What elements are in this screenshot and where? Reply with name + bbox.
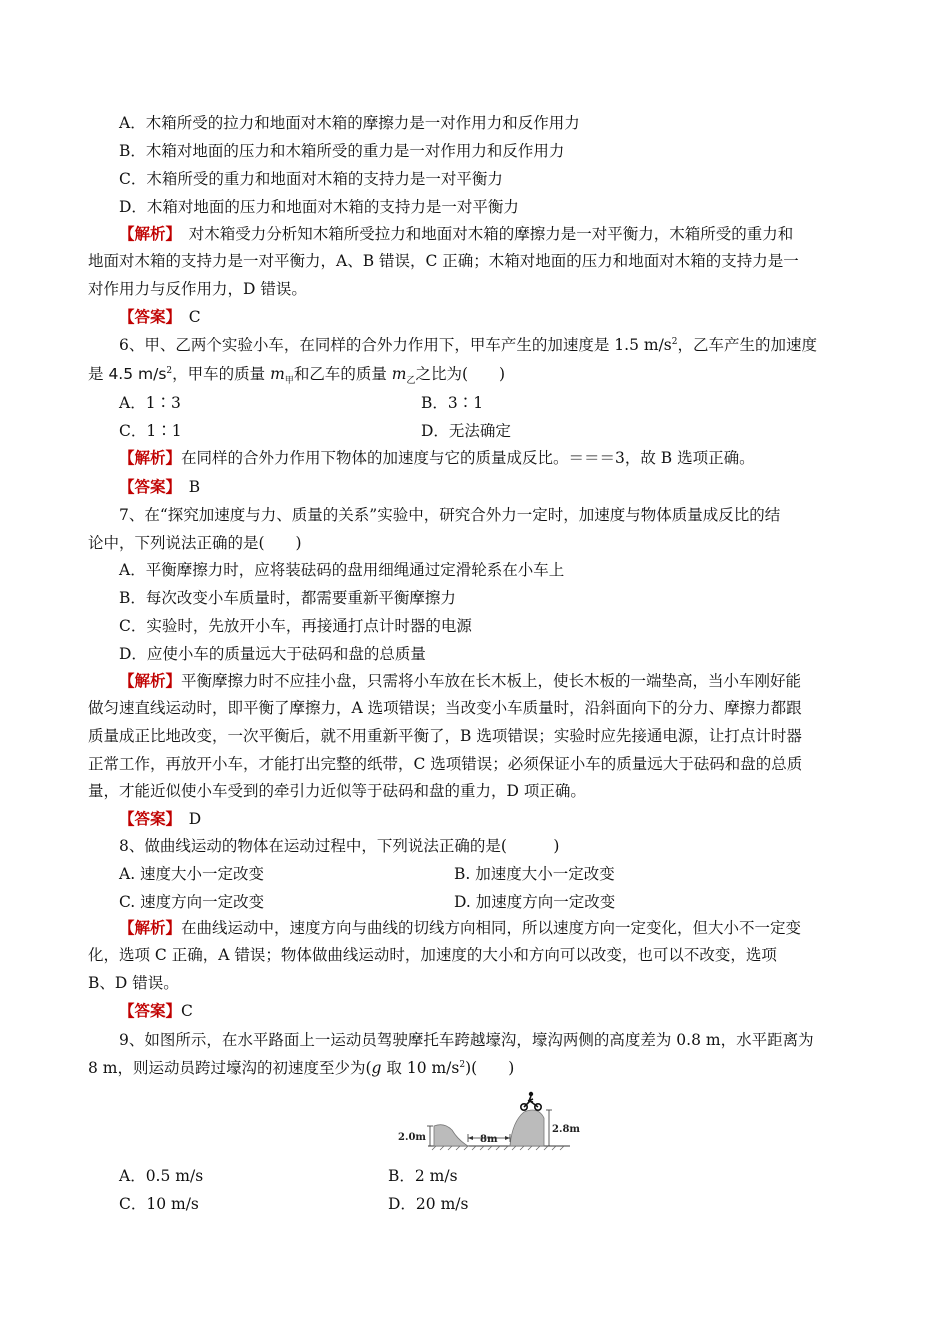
- prev-answer: 【答案】 C: [119, 307, 201, 326]
- q9-option-d: D．20 m/s: [388, 1195, 469, 1213]
- q7-option-d: D．应使小车的质量远大于砝码和盘的总质量: [119, 645, 426, 663]
- q7-analysis-line-1: 【解析】平衡摩擦力时不应挂小盘，只需将小车放在长木板上，使长木板的一端垫高，当小车刚好能: [119, 671, 802, 690]
- q9-option-a: A．0.5 m/s: [119, 1167, 204, 1185]
- distance-label: 8m: [480, 1134, 498, 1145]
- q7-analysis-line-2: 做匀速直线运动时，即平衡了摩擦力，A 选项错误；当改变小车质量时，沿斜面向下的分力、摩擦力都跟: [88, 699, 802, 717]
- left-height-label: 2.0m: [398, 1132, 426, 1143]
- prev-option-b: B．木箱对地面的压力和木箱所受的重力是一对作用力和反作用力: [119, 142, 565, 160]
- right-height-label: 2.8m: [552, 1124, 580, 1135]
- q8-analysis-line-2: 化，选项 C 正确，A 错误；物体做曲线运动时，加速度的大小和方向可以改变，也可以不改变，选项: [88, 946, 777, 964]
- q8-stem: 8、做曲线运动的物体在运动过程中，下列说法正确的是( ): [119, 837, 560, 855]
- q8-option-d: D. 加速度方向一定改变: [454, 893, 616, 911]
- q8-analysis-line-3: B、D 错误。: [88, 974, 179, 992]
- q6-option-c: C．1∶1: [119, 422, 182, 440]
- answer-label: 【答案】: [119, 307, 174, 326]
- q6-option-b: B．3∶1: [421, 394, 484, 412]
- q7-analysis-line-5: 量，才能近似使小车受到的牵引力近似等于砝码和盘的重力，D 项正确。: [88, 782, 586, 800]
- q9-option-b: B．2 m/s: [388, 1167, 458, 1185]
- q8-option-b: B. 加速度大小一定改变: [454, 865, 615, 883]
- q7-analysis-line-3: 质量成正比地改变，一次平衡后，就不用重新平衡了，B 选项错误；实验时应先接通电源，让打点计时器: [88, 727, 802, 745]
- analysis-label: 【解析】: [119, 224, 174, 243]
- q6-answer: 【答案】 B: [119, 477, 201, 496]
- motorcycle-icon: [521, 1092, 541, 1110]
- q7-option-c: C．实验时，先放开小车，再接通打点计时器的电源: [119, 617, 472, 635]
- q9-option-c: C．10 m/s: [119, 1195, 199, 1213]
- prev-option-a: A．木箱所受的拉力和地面对木箱的摩擦力是一对作用力和反作用力: [119, 114, 580, 132]
- q6-analysis: 【解析】在同样的合外力作用下物体的加速度与它的质量成反比。＝＝＝3，故 B 选项正确。: [119, 448, 755, 467]
- q7-stem-line-2: 论中，下列说法正确的是( ): [88, 534, 302, 552]
- q6-stem-line-1: 6、甲、乙两个实验小车，在同样的合外力作用下，甲车产生的加速度是 1.5 $m/s^2$，乙车产生的加速度: [119, 336, 817, 354]
- q7-stem-line-1: 7、在“探究加速度与力、质量的关系”实验中，研究合外力一定时，加速度与物体质量成反比的结: [119, 506, 781, 524]
- q9-stem-line-1: 9、如图所示，在水平路面上一运动员驾驶摩托车跨越壕沟，壕沟两侧的高度差为 0.8 m，水平距离为: [119, 1031, 814, 1049]
- q8-answer: 【答案】C: [119, 1001, 193, 1020]
- prev-option-c: C．木箱所受的重力和地面对木箱的支持力是一对平衡力: [119, 170, 503, 188]
- q6-stem-line-2: 是 4.5 $m/s^2$，甲车的质量 $m_甲$和乙车的质量 $m_乙$之比为( ): [88, 365, 506, 387]
- q7-answer: 【答案】 D: [119, 809, 202, 828]
- q6-option-d: D．无法确定: [421, 422, 511, 440]
- prev-analysis-line-3: 对作用力与反作用力，D 错误。: [88, 280, 307, 298]
- prev-option-d: D．木箱对地面的压力和地面对木箱的支持力是一对平衡力: [119, 198, 519, 216]
- q9-stem-line-2: 8 m，则运动员跨过壕沟的初速度至少为(g 取 10 $m/s^2$)( ): [88, 1059, 515, 1077]
- q6-option-a: A．1∶3: [119, 394, 181, 412]
- q7-analysis-line-4: 正常工作，再放开小车，才能打出完整的纸带，C 选项错误；必须保证小车的质量远大于砝码和盘的总质: [88, 755, 803, 773]
- q8-option-c: C. 速度方向一定改变: [119, 893, 265, 911]
- q7-option-b: B．每次改变小车质量时，都需要重新平衡摩擦力: [119, 589, 456, 607]
- q8-analysis-line-1: 【解析】在曲线运动中，速度方向与曲线的切线方向相同，所以速度方向一定变化，但大小不一定变: [119, 918, 802, 937]
- prev-analysis-line-1: 【解析】 对木箱受力分析知木箱所受拉力和地面对木箱的摩擦力是一对平衡力，木箱所受的重力和: [119, 224, 794, 243]
- motorcycle-ditch-figure: [392, 1088, 582, 1158]
- q7-option-a: A．平衡摩擦力时，应将装砝码的盘用细绳通过定滑轮系在小车上: [119, 561, 565, 579]
- prev-analysis-line-2: 地面对木箱的支持力是一对平衡力，A、B 错误，C 正确；木箱对地面的压力和地面对木箱的支持力是一: [88, 252, 799, 270]
- q8-option-a: A. 速度大小一定改变: [119, 865, 265, 883]
